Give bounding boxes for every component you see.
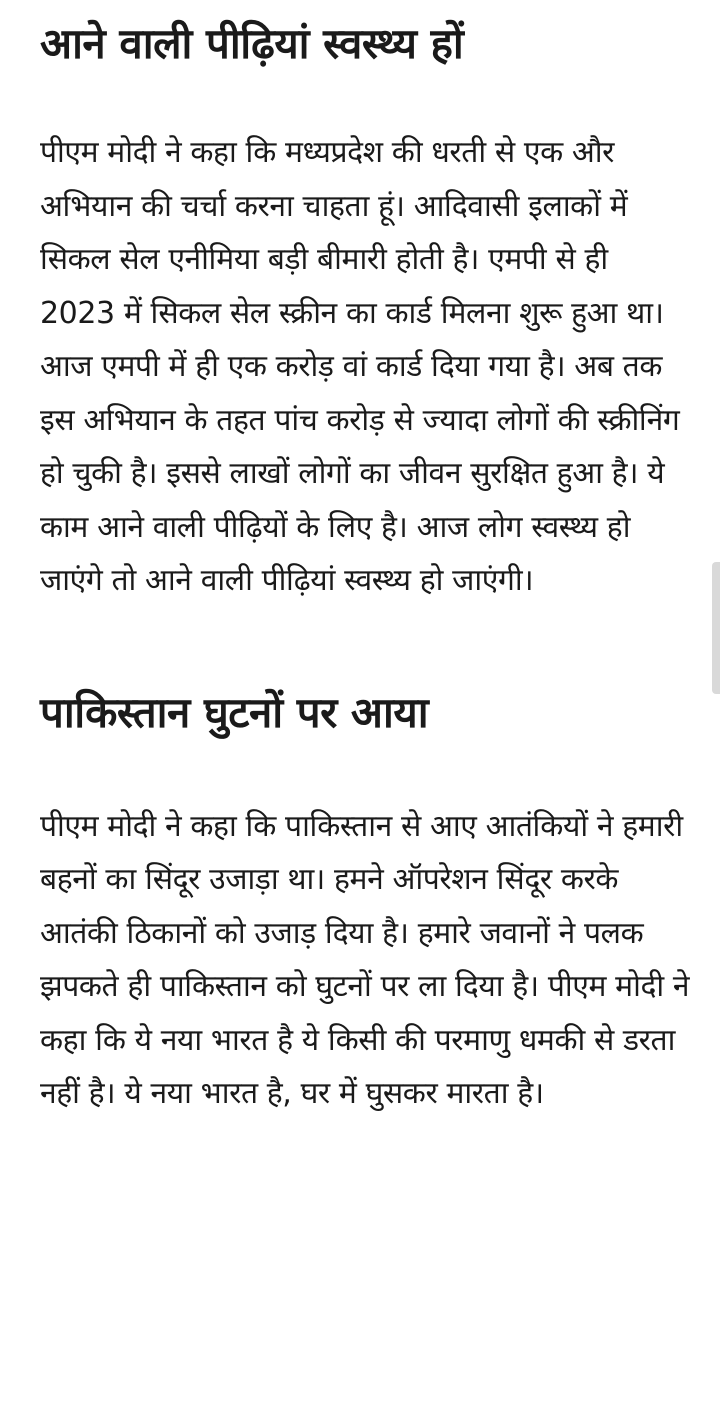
article-body xyxy=(40,0,690,1121)
section-heading-healthy-generations: आने वाली पीढ़ियां स्वस्थ्य हों xyxy=(40,19,464,68)
section-paragraph-operation-sindoor: पीएम मोदी ने कहा कि पाकिस्तान से आए आतंकियों ने हमारी बहनों का सिंदूर उजाड़ा था। हमने ऑपरेशन सिंदूर करके आतंकी ठिकानों को उजाड़ दिया है। हमारे जवानों ने पलक झपकते ही पाकिस्तान को घुटनों पर ला दिया है। पीएम मोदी ने कहा कि ये नया भारत है ये किसी की परमाणु धमकी से डरता नहीं है। ये नया भारत है, घर में घुसकर मारता है। xyxy=(40,808,690,1111)
scrollbar-thumb[interactable] xyxy=(712,562,720,694)
section-paragraph-sickle-cell: पीएम मोदी ने कहा कि मध्यप्रदेश की धरती से एक और अभियान की चर्चा करना चाहता हूं। आदिवासी इलाकों में सिकल सेल एनीमिया बड़ी बीमारी होती है। एमपी से ही 2023 में सिकल सेल स्क्रीन का कार्ड मिलना शुरू हुआ था। आज एमपी में ही एक करोड़ वां कार्ड दिया गया है। अब तक इस अभियान के तहत पांच करोड़ से ज्यादा लोगों की स्क्रीनिंग हो चुकी है। इससे लाखों लोगों का जीवन सुरक्षित हुआ है। ये काम आने वाली पीढ़ियों के लिए है। आज लोग स्वस्थ्य हो जाएंगे तो आने वाली पीढ़ियां स्वस्थ्य हो जाएंगी। xyxy=(40,135,680,598)
section-heading-pakistan: पाकिस्तान घुटनों पर आया xyxy=(40,687,429,737)
